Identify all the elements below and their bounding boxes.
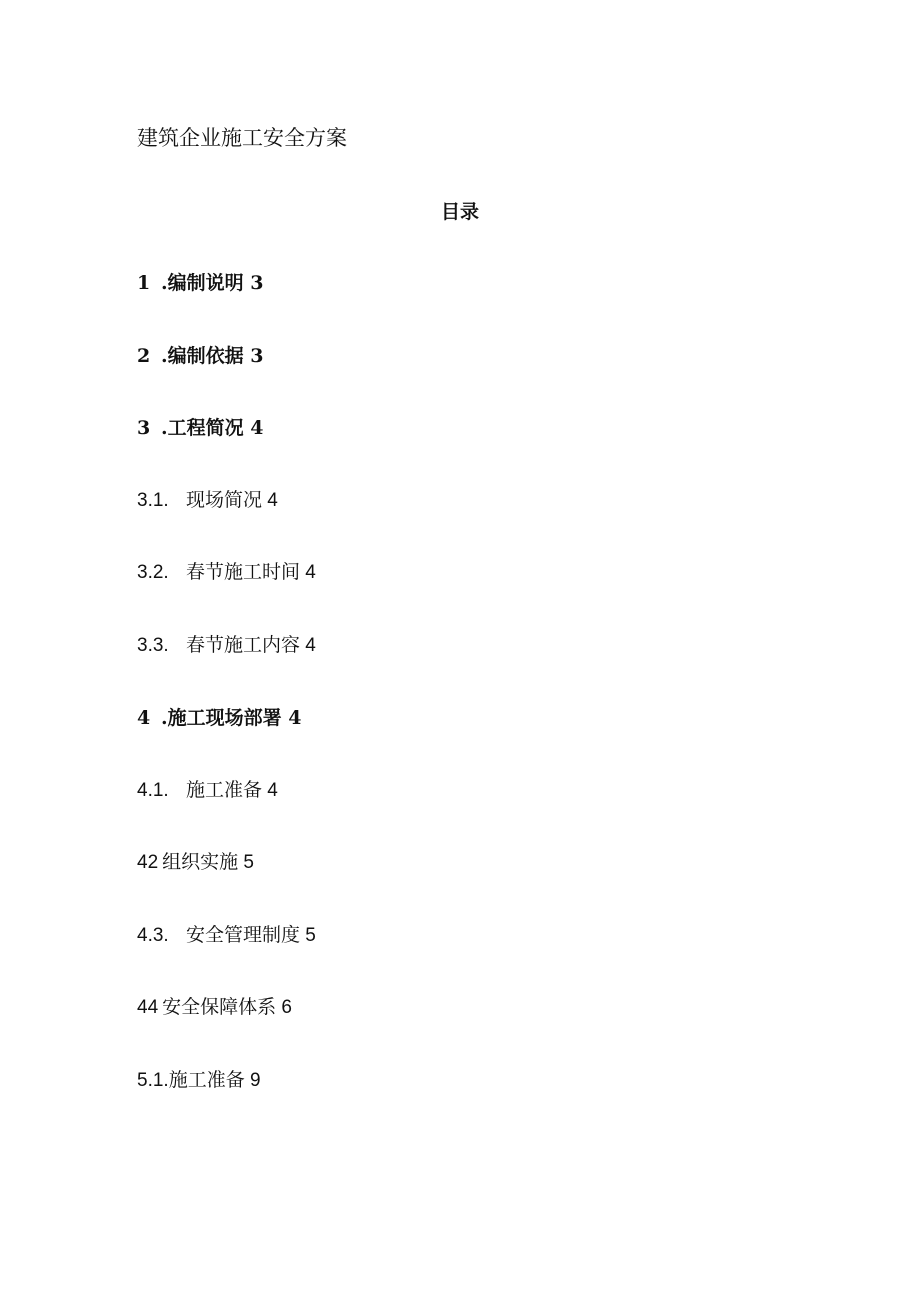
toc-entry-4[interactable]	[137, 704, 316, 777]
toc-entry-number: 5.1.	[137, 1069, 169, 1091]
toc-entry-number: 4.1.	[137, 779, 169, 801]
document-title: 建筑企业施工安全方案	[137, 126, 347, 150]
toc-entry-text: .工程简况 4	[161, 417, 264, 439]
toc-entry-5-1[interactable]	[137, 1067, 316, 1140]
toc-entry-text: 春节施工内容 4	[186, 634, 316, 656]
toc-entry-text: 安全管理制度 5	[186, 924, 316, 946]
toc-entry-3[interactable]	[137, 414, 316, 487]
toc-entry-number: 3.2.	[137, 562, 169, 583]
toc-entry-4-3[interactable]	[137, 922, 316, 995]
toc-entry-text: 安全保障体系 6	[162, 997, 292, 1018]
toc-entry-number: 3.1.	[137, 489, 169, 511]
toc-entry-number: 44	[137, 997, 159, 1018]
toc-entry-number: 3	[137, 417, 151, 439]
toc-entry-number: 4	[137, 707, 151, 729]
toc-heading: 目录	[440, 201, 479, 223]
toc-entry-number: 1	[137, 272, 151, 294]
toc-entry-4-4[interactable]	[137, 994, 316, 1067]
toc-entry-3-3[interactable]	[137, 632, 316, 705]
toc-entry-1[interactable]	[137, 269, 316, 342]
toc-entry-text: .施工现场部署 4	[161, 707, 302, 729]
toc-entry-text: 施工准备 9	[168, 1069, 261, 1091]
toc-entry-text: 组织实施 5	[162, 852, 254, 873]
toc-entry-text: 施工准备 4	[186, 779, 278, 801]
toc-entry-4-2[interactable]	[137, 849, 316, 922]
toc-entry-number: 3.3.	[137, 634, 169, 656]
toc-entry-number: 2	[137, 344, 151, 367]
table-of-contents	[137, 269, 316, 1139]
toc-entry-text: .编制依据 3	[161, 344, 264, 367]
toc-entry-text: 春节施工时间 4	[186, 562, 316, 583]
toc-entry-3-1[interactable]	[137, 487, 316, 560]
toc-entry-number: 42	[137, 852, 159, 873]
toc-entry-number: 4.3.	[137, 924, 169, 946]
toc-entry-2[interactable]	[137, 342, 316, 415]
toc-entry-text: .编制说明 3	[161, 272, 264, 294]
toc-entry-text: 现场简况 4	[186, 489, 278, 511]
toc-entry-3-2[interactable]	[137, 559, 316, 632]
toc-entry-4-1[interactable]	[137, 777, 316, 850]
